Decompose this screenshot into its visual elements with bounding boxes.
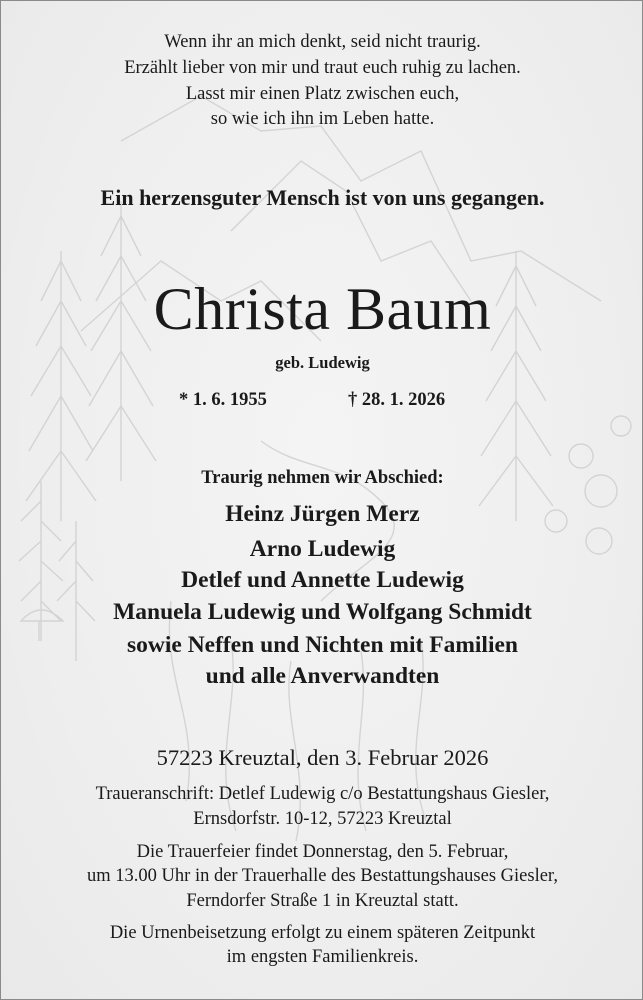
maiden-name: geb. Ludewig (275, 353, 370, 372)
address-line: Traueranschrift: Detlef Ludewig c/o Bestattungshaus Giesler, (95, 784, 550, 804)
mourners-heading: Traurig nehmen wir Abschied: (201, 468, 444, 488)
mourner-name: und alle Anverwandten (205, 663, 440, 689)
birth-date: * 1. 6. 1955 (179, 390, 267, 410)
place-date: 57223 Kreuztal, den 3. Februar 2026 (156, 745, 489, 770)
headline: Ein herzensguter Mensch ist von uns gegangen. (100, 185, 545, 210)
urn-line: Die Urnenbeisetzung erfolgt zu einem späteren Zeitpunkt (109, 923, 536, 943)
mourner-name: sowie Neffen und Nichten mit Familien (127, 632, 518, 658)
mourner-name: Heinz Jürgen Merz (225, 501, 420, 527)
ceremony-line: um 13.00 Uhr in der Trauerhalle des Bestattungshauses Giesler, (87, 866, 558, 886)
mourner-name: Arno Ludewig (249, 536, 396, 562)
strand-sketch (169, 601, 189, 801)
address-line: Ernsdorfstr. 10-12, 57223 Kreuztal (193, 809, 452, 829)
poem-line: so wie ich ihn im Leben hatte. (210, 109, 435, 129)
poem-line: Wenn ihr an mich denkt, seid nicht traurig. (164, 32, 481, 52)
ceremony-line: Die Trauerfeier findet Donnerstag, den 5. Februar, (136, 842, 509, 862)
urn-line: im engsten Familienkreis. (226, 947, 419, 967)
mourner-name: Detlef und Annette Ludewig (181, 567, 464, 593)
flower-sketch (611, 416, 631, 436)
death-date: † 28. 1. 2026 (348, 390, 446, 410)
deceased-name: Christa Baum (153, 276, 492, 342)
poem-line: Lasst mir einen Platz zwischen euch, (185, 84, 460, 104)
ceremony-line: Ferndorfer Straße 1 in Kreuztal statt. (186, 891, 459, 911)
mourner-name: Manuela Ludewig und Wolfgang Schmidt (113, 599, 532, 625)
poem-line: Erzählt lieber von mir und traut euch ruhig zu lachen. (124, 58, 521, 78)
flower-sketch (569, 444, 593, 468)
